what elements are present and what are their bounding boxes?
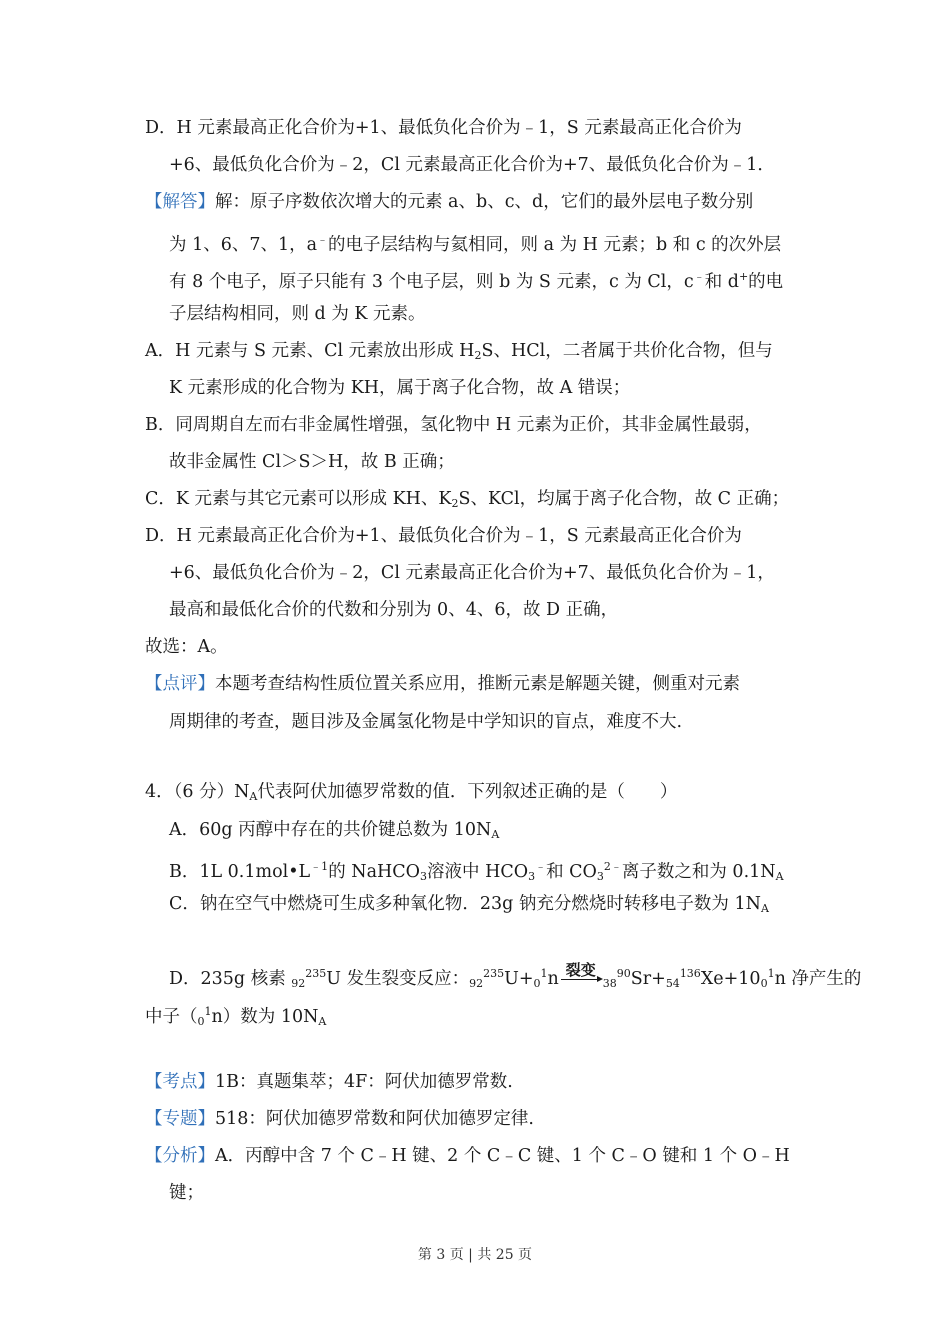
answer-option-d-line2: +6、最低负化合价为﹣2，Cl 元素最高正化合价为+7、最低负化合价为﹣1， [169, 563, 775, 583]
prev-option-d-line2: +6、最低负化合价为﹣2，Cl 元素最高正化合价为+7、最低负化合价为﹣1． [169, 155, 775, 175]
zhuanti-line: 【专题】518：阿伏加德罗常数和阿伏加德罗定律. [145, 1109, 534, 1129]
question-4-option-a: A．60g 丙醇中存在的共价键总数为 $10N_A$ [169, 820, 500, 841]
fenxi-line2: 键； [169, 1183, 204, 1203]
answer-option-c: C．K 元素与其它元素可以形成 KH、$K_2S$、KCl，均属于离子化合物，故 C 正确； [145, 489, 790, 510]
answer-option-d-line3: 最高和最低化合价的代数和分别为 0、4、6，故 D 正确， [169, 600, 619, 620]
fenxi-line1: 【分析】A．丙醇中含 7 个 C﹣H 键、2 个 C﹣C 键、1 个 C﹣O 键和 1 个 O﹣H [145, 1146, 790, 1166]
answer-option-a-line1: A．H 元素与 S 元素、Cl 元素放出形成 $H_2S$、HCl，二者属于共价化合物，但与 [145, 341, 773, 362]
fenxi-tag: 【分析】 [145, 1146, 215, 1166]
fission-reaction-arrow-icon: 裂变 [559, 962, 603, 986]
answer-line1: 【解答】解：原子序数依次增大的元素 a、b、c、d，它们的最外层电子数分别 [145, 192, 754, 212]
answer-option-d-line1: D．H 元素最高正化合价为+1、最低负化合价为﹣1，S 元素最高正化合价为 [145, 526, 742, 546]
answer-option-b-line1: B．同周期自左而右非金属性增强，氢化物中 H 元素为正价，其非金属性最弱， [145, 415, 762, 435]
question-4-stem: 4．（6 分）$N_A$代表阿伏加德罗常数的值．下列叙述正确的是（ ） [145, 782, 678, 803]
answer-line4: 子层结构相同，则 d 为 K 元素。 [169, 304, 426, 324]
zhuanti-tag: 【专题】 [145, 1109, 215, 1129]
question-4-option-c: C．钠在空气中燃烧可生成多种氧化物．23g 钠充分燃烧时转移电子数为 $1N_A$ [169, 894, 769, 915]
review-line1: 【点评】本题考查结构性质位置关系应用，推断元素是解题关键，侧重对元素 [145, 674, 740, 694]
question-4-option-b: B．1L $0.1mol•L^{﹣1}$的 NaHCO$_3$溶液中 $HCO_3^﹣$和 $CO_3^{2﹣}$离子数之和为 $0.1N_A$ [169, 860, 784, 883]
answer-choice: 故选：A。 [145, 637, 228, 657]
answer-option-a-line2: K 元素形成的化合物为 KH，属于离子化合物，故 A 错误； [169, 378, 631, 398]
kaodian-line: 【考点】1B：真题集萃；4F：阿伏加德罗常数. [145, 1072, 513, 1092]
page-footer: 第 3 页 | 共 25 页 [417, 1247, 533, 1263]
answer-tag: 【解答】 [145, 192, 215, 212]
kaodian-tag: 【考点】 [145, 1072, 215, 1092]
answer-line2: 为 1、6、7、1，a﹣的电子层结构与氦相同，则 a 为 H 元素；b 和 c 的次外层 [169, 233, 782, 255]
review-line2: 周期律的考查，题目涉及金属氢化物是中学知识的盲点，难度不大. [169, 712, 683, 732]
answer-line3: 有 8 个电子，原子只能有 3 个电子层，则 b 为 S 元素，c 为 Cl，c﹣和 d+的电 [169, 270, 784, 292]
question-4-option-d-line2: 中子$(_0^1n)$数为 $10N_A$ [145, 1005, 327, 1028]
prev-option-d-line1: D．H 元素最高正化合价为+1、最低负化合价为﹣1，S 元素最高正化合价为 [145, 118, 742, 138]
question-4-option-d-line1: D．235g 核素 $_{92}^{235}$U 发生裂变反应：$_{92}^{235}U+_0^1n$ 裂变 $_{38}^{90}Sr+_{54}^{136}Xe+10_0^1n$ 净产生的 [169, 961, 862, 990]
answer-option-b-line2: 故非金属性 Cl＞S＞H，故 B 正确； [169, 452, 455, 472]
review-tag: 【点评】 [145, 674, 215, 694]
